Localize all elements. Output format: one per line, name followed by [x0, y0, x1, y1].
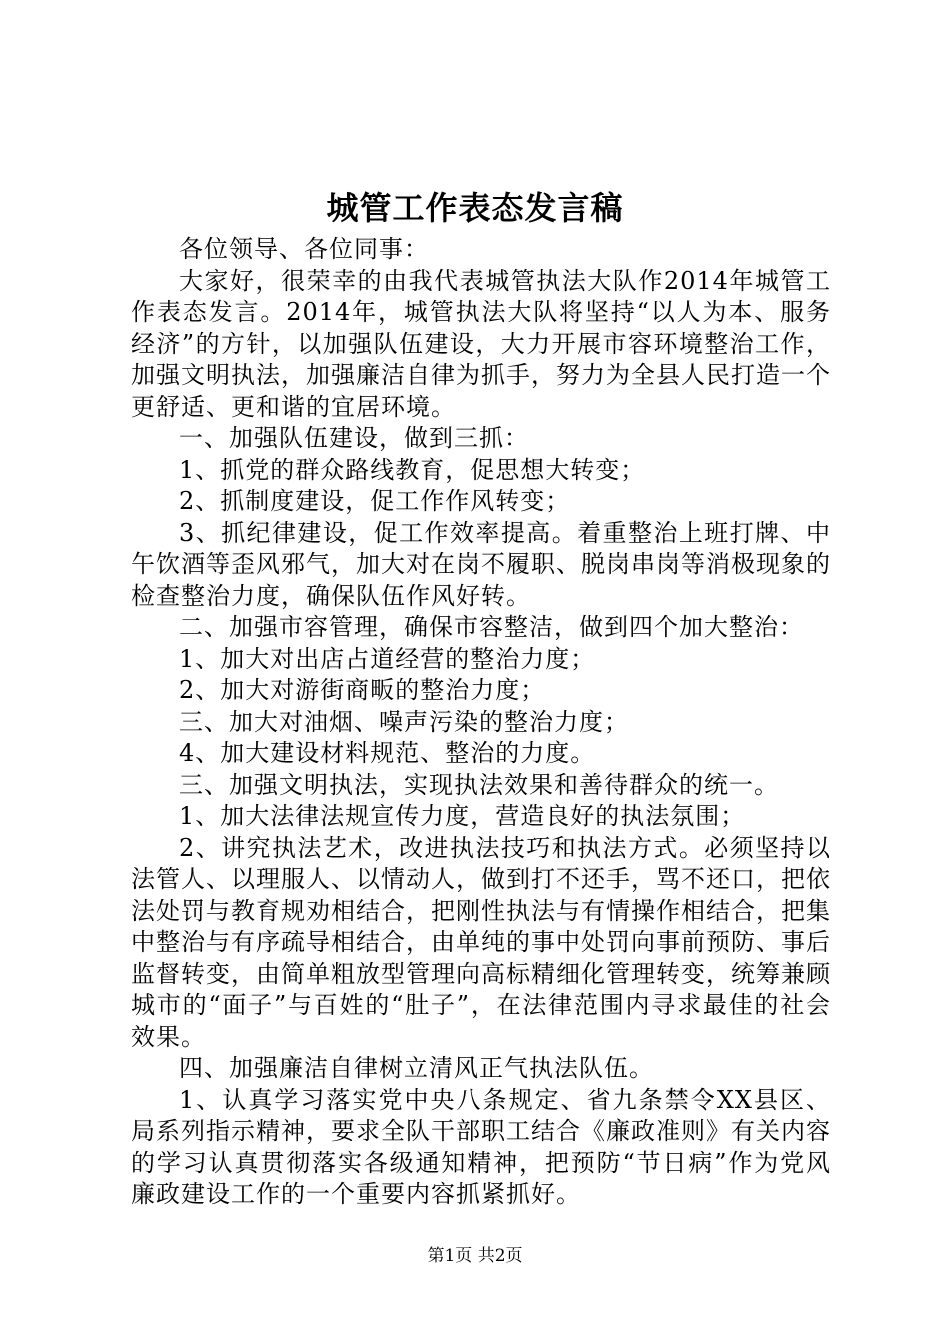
section-heading-3: 三、加强文明执法，实现执法效果和善待群众的统一。	[179, 770, 779, 799]
section-heading-1: 一、加强队伍建设，做到三抓：	[179, 424, 529, 452]
page-number-footer: 第1页 共2页	[427, 1246, 523, 1266]
list-item: 3、抓纪律建设，促工作效率提高。着重整治上班打牌、中午饮酒等歪风邪气，加大对在岗不履职、脱岗串岗等消极现象的检查整治力度，确保队伍作风好转。	[131, 518, 831, 610]
document-title: 城管工作表态发言稿	[326, 189, 624, 227]
list-item: 2、抓制度建设，促工作作风转变；	[179, 487, 571, 515]
document-body	[131, 234, 831, 1211]
list-item: 2、讲究执法艺术，改进执法技巧和执法方式。必须坚持以法管人、以理服人、以情动人，做到打不还手，骂不还口，把依法处罚与教育规劝相结合，把刚性执法与有情操作相结合，把集中整治与有序疏导相结合，由单纯的事中处罚向事前预防、事后监督转变，由简单粗放型管理向高标精细化管理转变，统筹兼顾城市的“面子”与百姓的“肚子”，在法律范围内寻求最佳的社会效果。	[131, 833, 831, 1051]
section-heading-4: 四、加强廉洁自律树立清风正气执法队伍。	[179, 1054, 654, 1082]
list-item: 4、加大建设材料规范、整治的力度。	[179, 739, 596, 767]
list-item: 1、抓党的群众路线教育，促思想大转变；	[179, 455, 646, 484]
list-item: 三、加大对油烟、噪声污染的整治力度；	[179, 707, 629, 736]
list-item: 1、加大法律法规宣传力度，营造良好的执法氛围；	[179, 802, 746, 830]
intro-paragraph: 大家好，很荣幸的由我代表城管执法大队作2014年城管工作表态发言。2014年，城管执法大队将坚持“以人为本、服务经济”的方针，以加强队伍建设，大力开展市容环境整治工作，加强文明执法，加强廉洁自律为抓手，努力为全县人民打造一个更舒适、更和谐的宜居环境。	[131, 266, 831, 421]
list-item: 1、加大对出店占道经营的整治力度；	[179, 644, 596, 673]
section-heading-2: 二、加强市容管理，确保市容整洁，做到四个加大整治：	[179, 613, 804, 641]
list-item: 1、认真学习落实党中央八条规定、省九条禁令XX县区、局系列指示精神，要求全队干部职工结合《廉政准则》有关内容的学习认真贯彻落实各级通知精神，把预防“节日病”作为党风廉政建设工作的一个重要内容抓紧抓好。	[131, 1085, 831, 1208]
list-item: 2、加大对游街商畈的整治力度；	[179, 676, 546, 704]
salutation-paragraph: 各位领导、各位同事：	[179, 235, 429, 263]
